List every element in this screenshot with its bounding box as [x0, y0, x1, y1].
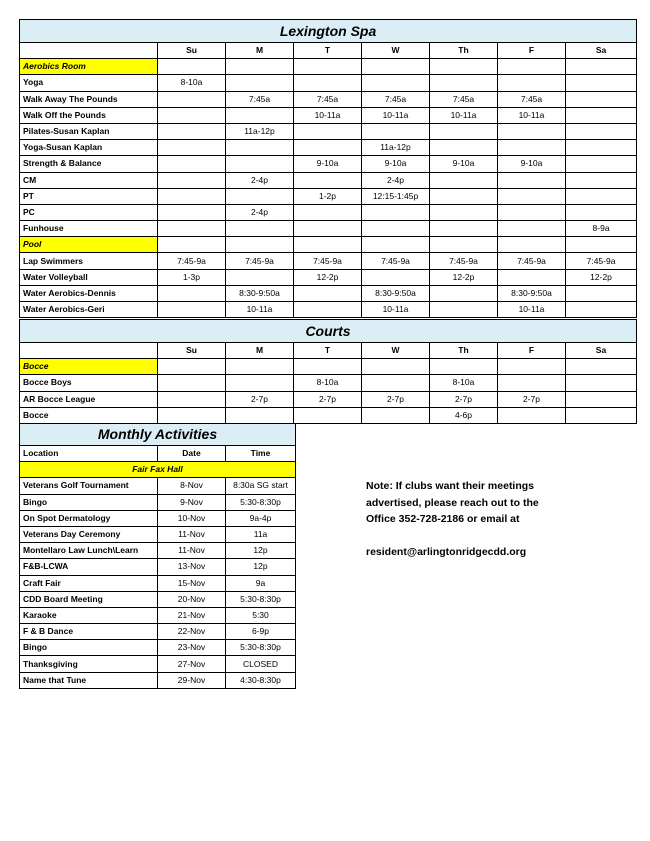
activity-label: Water Aerobics-Dennis: [20, 285, 158, 301]
schedule-row: [20, 156, 637, 172]
schedule-cell: 12-2p: [430, 269, 498, 285]
activity-label: Yoga-Susan Kaplan: [20, 140, 158, 156]
schedule-cell: [430, 123, 498, 139]
day-header: T: [294, 343, 362, 359]
schedule-cell: [498, 140, 566, 156]
courts-schedule-table: [19, 319, 637, 424]
day-header: M: [226, 343, 294, 359]
location-header: Location: [20, 446, 158, 462]
schedule-cell: [294, 123, 362, 139]
header-blank: [20, 43, 158, 59]
schedule-cell: 7:45-9a: [498, 253, 566, 269]
schedule-cell: [498, 221, 566, 237]
event-row: [20, 575, 296, 591]
schedule-cell: [566, 107, 637, 123]
contact-email[interactable]: resident@arlingtonridgecdd.org: [366, 545, 527, 558]
day-header: F: [498, 43, 566, 59]
schedule-cell: [430, 59, 498, 75]
day-header: W: [362, 43, 430, 59]
monthly-activities-table: [19, 423, 296, 689]
schedule-cell: [566, 75, 637, 91]
event-date: 20-Nov: [158, 591, 226, 607]
schedule-cell: 1-3p: [158, 269, 226, 285]
schedule-cell: [158, 59, 226, 75]
schedule-cell: 2-7p: [226, 391, 294, 407]
day-header: Th: [430, 343, 498, 359]
schedule-cell: [294, 204, 362, 220]
schedule-cell: [158, 359, 226, 375]
schedule-cell: 8-10a: [430, 375, 498, 391]
schedule-row: [20, 188, 637, 204]
schedule-cell: 8:30-9:50a: [498, 285, 566, 301]
day-header: Sa: [566, 343, 637, 359]
schedule-cell: [158, 237, 226, 253]
event-time: 6-9p: [226, 624, 296, 640]
schedule-cell: 7:45a: [226, 91, 294, 107]
schedule-cell: 9-10a: [498, 156, 566, 172]
schedule-cell: [158, 91, 226, 107]
schedule-cell: 12-2p: [566, 269, 637, 285]
event-name: CDD Board Meeting: [20, 591, 158, 607]
schedule-cell: [430, 140, 498, 156]
day-header: T: [294, 43, 362, 59]
spa-day-header: [20, 43, 637, 59]
schedule-cell: 2-4p: [226, 172, 294, 188]
schedule-cell: [362, 359, 430, 375]
schedule-row: [20, 285, 637, 301]
event-row: [20, 559, 296, 575]
schedule-cell: 8:30-9:50a: [226, 285, 294, 301]
event-name: Bingo: [20, 640, 158, 656]
clubs-note: [366, 478, 606, 560]
schedule-cell: [430, 172, 498, 188]
schedule-cell: [362, 375, 430, 391]
schedule-cell: 4-6p: [430, 407, 498, 423]
schedule-cell: [226, 156, 294, 172]
day-header: M: [226, 43, 294, 59]
schedule-cell: [158, 204, 226, 220]
time-header: Time: [226, 446, 296, 462]
event-time: 5:30-8:30p: [226, 640, 296, 656]
schedule-cell: 10-11a: [226, 302, 294, 318]
activity-label: Funhouse: [20, 221, 158, 237]
schedule-cell: 8-9a: [566, 221, 637, 237]
schedule-cell: [226, 188, 294, 204]
schedule-cell: [226, 269, 294, 285]
day-header: Sa: [566, 43, 637, 59]
schedule-cell: [566, 156, 637, 172]
schedule-cell: [294, 407, 362, 423]
section-label: Bocce: [20, 359, 158, 375]
day-header: Th: [430, 43, 498, 59]
activity-label: Yoga: [20, 75, 158, 91]
schedule-cell: 12:15-1:45p: [362, 188, 430, 204]
schedule-cell: [294, 302, 362, 318]
schedule-cell: 7:45a: [362, 91, 430, 107]
day-header: Su: [158, 43, 226, 59]
activity-label: Water Aerobics-Geri: [20, 302, 158, 318]
schedule-cell: [498, 75, 566, 91]
schedule-cell: [362, 221, 430, 237]
schedule-cell: [430, 359, 498, 375]
activity-label: Walk Away The Pounds: [20, 91, 158, 107]
schedule-cell: 10-11a: [430, 107, 498, 123]
schedule-row: [20, 172, 637, 188]
schedule-cell: 7:45-9a: [226, 253, 294, 269]
event-name: Craft Fair: [20, 575, 158, 591]
event-name: Veterans Golf Tournament: [20, 478, 158, 494]
schedule-cell: 10-11a: [498, 302, 566, 318]
schedule-cell: [362, 269, 430, 285]
activity-label: Bocce: [20, 407, 158, 423]
schedule-cell: [226, 221, 294, 237]
schedule-cell: [362, 75, 430, 91]
schedule-row: [20, 221, 637, 237]
schedule-cell: [158, 156, 226, 172]
schedule-row: [20, 253, 637, 269]
schedule-cell: 2-7p: [294, 391, 362, 407]
event-date: 8-Nov: [158, 478, 226, 494]
schedule-cell: [158, 172, 226, 188]
schedule-row: [20, 407, 637, 423]
schedule-cell: 2-7p: [498, 391, 566, 407]
event-time: 5:30: [226, 607, 296, 623]
schedule-cell: [566, 391, 637, 407]
event-date: 13-Nov: [158, 559, 226, 575]
schedule-cell: [566, 188, 637, 204]
courts-day-header: [20, 343, 637, 359]
event-date: 29-Nov: [158, 672, 226, 688]
event-date: 22-Nov: [158, 624, 226, 640]
schedule-cell: [498, 123, 566, 139]
event-date: 15-Nov: [158, 575, 226, 591]
section-row: [20, 59, 637, 75]
schedule-cell: [566, 140, 637, 156]
schedule-cell: [226, 237, 294, 253]
schedule-row: [20, 75, 637, 91]
monthly-title: Monthly Activities: [20, 424, 296, 446]
event-time: 12p: [226, 543, 296, 559]
event-row: [20, 656, 296, 672]
schedule-cell: [566, 204, 637, 220]
day-header: Su: [158, 343, 226, 359]
schedule-cell: 10-11a: [498, 107, 566, 123]
schedule-cell: [226, 375, 294, 391]
schedule-cell: [158, 188, 226, 204]
header-blank: [20, 343, 158, 359]
schedule-cell: [158, 123, 226, 139]
event-row: [20, 478, 296, 494]
schedule-cell: [294, 59, 362, 75]
hall-row: [20, 462, 296, 478]
event-time: CLOSED: [226, 656, 296, 672]
monthly-header: [20, 446, 296, 462]
schedule-cell: [226, 59, 294, 75]
section-row: [20, 359, 637, 375]
note-line: Note: If clubs want their meetings: [366, 480, 535, 492]
schedule-cell: [158, 140, 226, 156]
schedule-cell: [226, 140, 294, 156]
event-date: 11-Nov: [158, 543, 226, 559]
schedule-cell: 2-4p: [226, 204, 294, 220]
schedule-cell: [362, 407, 430, 423]
schedule-cell: 7:45-9a: [294, 253, 362, 269]
event-row: [20, 591, 296, 607]
spa-schedule-table: [19, 19, 637, 318]
event-name: Montellaro Law Lunch\Learn: [20, 543, 158, 559]
day-header: F: [498, 343, 566, 359]
hall-label: Fair Fax Hall: [20, 462, 296, 478]
schedule-cell: 2-4p: [362, 172, 430, 188]
note-line: advertised, please reach out to the: [366, 496, 539, 509]
activity-label: Bocce Boys: [20, 375, 158, 391]
schedule-cell: [430, 221, 498, 237]
schedule-cell: [362, 59, 430, 75]
schedule-cell: [430, 237, 498, 253]
schedule-cell: 11a-12p: [362, 140, 430, 156]
note-line: Office 352-728-2186 or email at: [366, 513, 520, 525]
event-date: 21-Nov: [158, 607, 226, 623]
schedule-cell: [158, 221, 226, 237]
event-name: Thanksgiving: [20, 656, 158, 672]
schedule-cell: 10-11a: [294, 107, 362, 123]
schedule-row: [20, 204, 637, 220]
schedule-cell: [498, 407, 566, 423]
schedule-cell: [430, 285, 498, 301]
schedule-row: [20, 123, 637, 139]
schedule-cell: [226, 107, 294, 123]
schedule-cell: [226, 407, 294, 423]
schedule-cell: 10-11a: [362, 107, 430, 123]
schedule-cell: [158, 107, 226, 123]
event-name: Name that Tune: [20, 672, 158, 688]
schedule-cell: 9-10a: [430, 156, 498, 172]
schedule-cell: 7:45a: [294, 91, 362, 107]
schedule-cell: [158, 285, 226, 301]
event-name: Karaoke: [20, 607, 158, 623]
schedule-cell: [498, 375, 566, 391]
event-date: 23-Nov: [158, 640, 226, 656]
schedule-cell: [294, 285, 362, 301]
event-row: [20, 640, 296, 656]
schedule-cell: [226, 75, 294, 91]
courts-title-row: [20, 320, 637, 343]
schedule-cell: [294, 140, 362, 156]
schedule-cell: [430, 188, 498, 204]
schedule-cell: [566, 407, 637, 423]
schedule-cell: [362, 204, 430, 220]
schedule-cell: [566, 285, 637, 301]
event-time: 9a: [226, 575, 296, 591]
event-time: 4:30-8:30p: [226, 672, 296, 688]
schedule-cell: [498, 237, 566, 253]
event-name: Veterans Day Ceremony: [20, 526, 158, 542]
courts-title: Courts: [20, 320, 637, 343]
schedule-cell: 9-10a: [294, 156, 362, 172]
schedule-cell: [294, 237, 362, 253]
schedule-cell: 8-10a: [294, 375, 362, 391]
event-date: 27-Nov: [158, 656, 226, 672]
schedule-row: [20, 107, 637, 123]
day-header: W: [362, 343, 430, 359]
section-row: [20, 237, 637, 253]
schedule-cell: [294, 172, 362, 188]
activity-label: Water Volleyball: [20, 269, 158, 285]
date-header: Date: [158, 446, 226, 462]
event-time: 5:30-8:30p: [226, 591, 296, 607]
event-row: [20, 494, 296, 510]
schedule-row: [20, 391, 637, 407]
schedule-cell: 9-10a: [362, 156, 430, 172]
event-row: [20, 672, 296, 688]
event-date: 9-Nov: [158, 494, 226, 510]
event-date: 11-Nov: [158, 526, 226, 542]
schedule-row: [20, 140, 637, 156]
event-row: [20, 510, 296, 526]
spa-title-row: [20, 20, 637, 43]
schedule-cell: [158, 391, 226, 407]
schedule-cell: 7:45-9a: [566, 253, 637, 269]
activity-label: PC: [20, 204, 158, 220]
schedule-cell: [498, 188, 566, 204]
schedule-cell: 8:30-9:50a: [362, 285, 430, 301]
event-time: 11a: [226, 526, 296, 542]
event-row: [20, 624, 296, 640]
schedule-row: [20, 302, 637, 318]
event-date: 10-Nov: [158, 510, 226, 526]
schedule-cell: 1-2p: [294, 188, 362, 204]
schedule-row: [20, 91, 637, 107]
schedule-cell: [566, 375, 637, 391]
schedule-cell: [362, 237, 430, 253]
schedule-cell: [430, 75, 498, 91]
schedule-cell: [566, 302, 637, 318]
monthly-title-row: [20, 424, 296, 446]
schedule-cell: [294, 221, 362, 237]
schedule-cell: 11a-12p: [226, 123, 294, 139]
schedule-cell: 7:45-9a: [430, 253, 498, 269]
schedule-cell: [158, 375, 226, 391]
schedule-cell: [226, 359, 294, 375]
schedule-cell: 7:45-9a: [362, 253, 430, 269]
schedule-cell: [566, 91, 637, 107]
schedule-cell: [158, 302, 226, 318]
schedule-cell: 12-2p: [294, 269, 362, 285]
schedule-cell: [566, 59, 637, 75]
activity-label: Strength & Balance: [20, 156, 158, 172]
section-label: Aerobics Room: [20, 59, 158, 75]
schedule-cell: [566, 172, 637, 188]
activity-label: AR Bocce League: [20, 391, 158, 407]
schedule-cell: [294, 359, 362, 375]
activity-label: Walk Off the Pounds: [20, 107, 158, 123]
activity-label: Pilates-Susan Kaplan: [20, 123, 158, 139]
schedule-cell: [362, 123, 430, 139]
event-row: [20, 526, 296, 542]
schedule-cell: [498, 204, 566, 220]
schedule-row: [20, 375, 637, 391]
schedule-cell: 7:45a: [498, 91, 566, 107]
schedule-cell: 2-7p: [362, 391, 430, 407]
event-time: 9a-4p: [226, 510, 296, 526]
schedule-cell: 10-11a: [362, 302, 430, 318]
event-time: 12p: [226, 559, 296, 575]
schedule-cell: 2-7p: [430, 391, 498, 407]
event-time: 8:30a SG start: [226, 478, 296, 494]
event-name: Bingo: [20, 494, 158, 510]
schedule-cell: [498, 59, 566, 75]
schedule-row: [20, 269, 637, 285]
event-row: [20, 607, 296, 623]
activity-label: CM: [20, 172, 158, 188]
schedule-cell: [498, 269, 566, 285]
event-time: 5:30-8:30p: [226, 494, 296, 510]
event-row: [20, 543, 296, 559]
spa-title: Lexington Spa: [20, 20, 637, 43]
activity-label: PT: [20, 188, 158, 204]
schedule-cell: [566, 123, 637, 139]
event-name: On Spot Dermatology: [20, 510, 158, 526]
schedule-cell: [566, 237, 637, 253]
schedule-cell: [430, 302, 498, 318]
schedule-cell: [566, 359, 637, 375]
schedule-cell: 8-10a: [158, 75, 226, 91]
schedule-cell: [498, 359, 566, 375]
schedule-cell: [158, 407, 226, 423]
activity-label: Lap Swimmers: [20, 253, 158, 269]
event-name: F & B Dance: [20, 624, 158, 640]
event-name: F&B-LCWA: [20, 559, 158, 575]
schedule-cell: 7:45-9a: [158, 253, 226, 269]
schedule-cell: [430, 204, 498, 220]
schedule-cell: [294, 75, 362, 91]
schedule-cell: 7:45a: [430, 91, 498, 107]
section-label: Pool: [20, 237, 158, 253]
schedule-cell: [498, 172, 566, 188]
